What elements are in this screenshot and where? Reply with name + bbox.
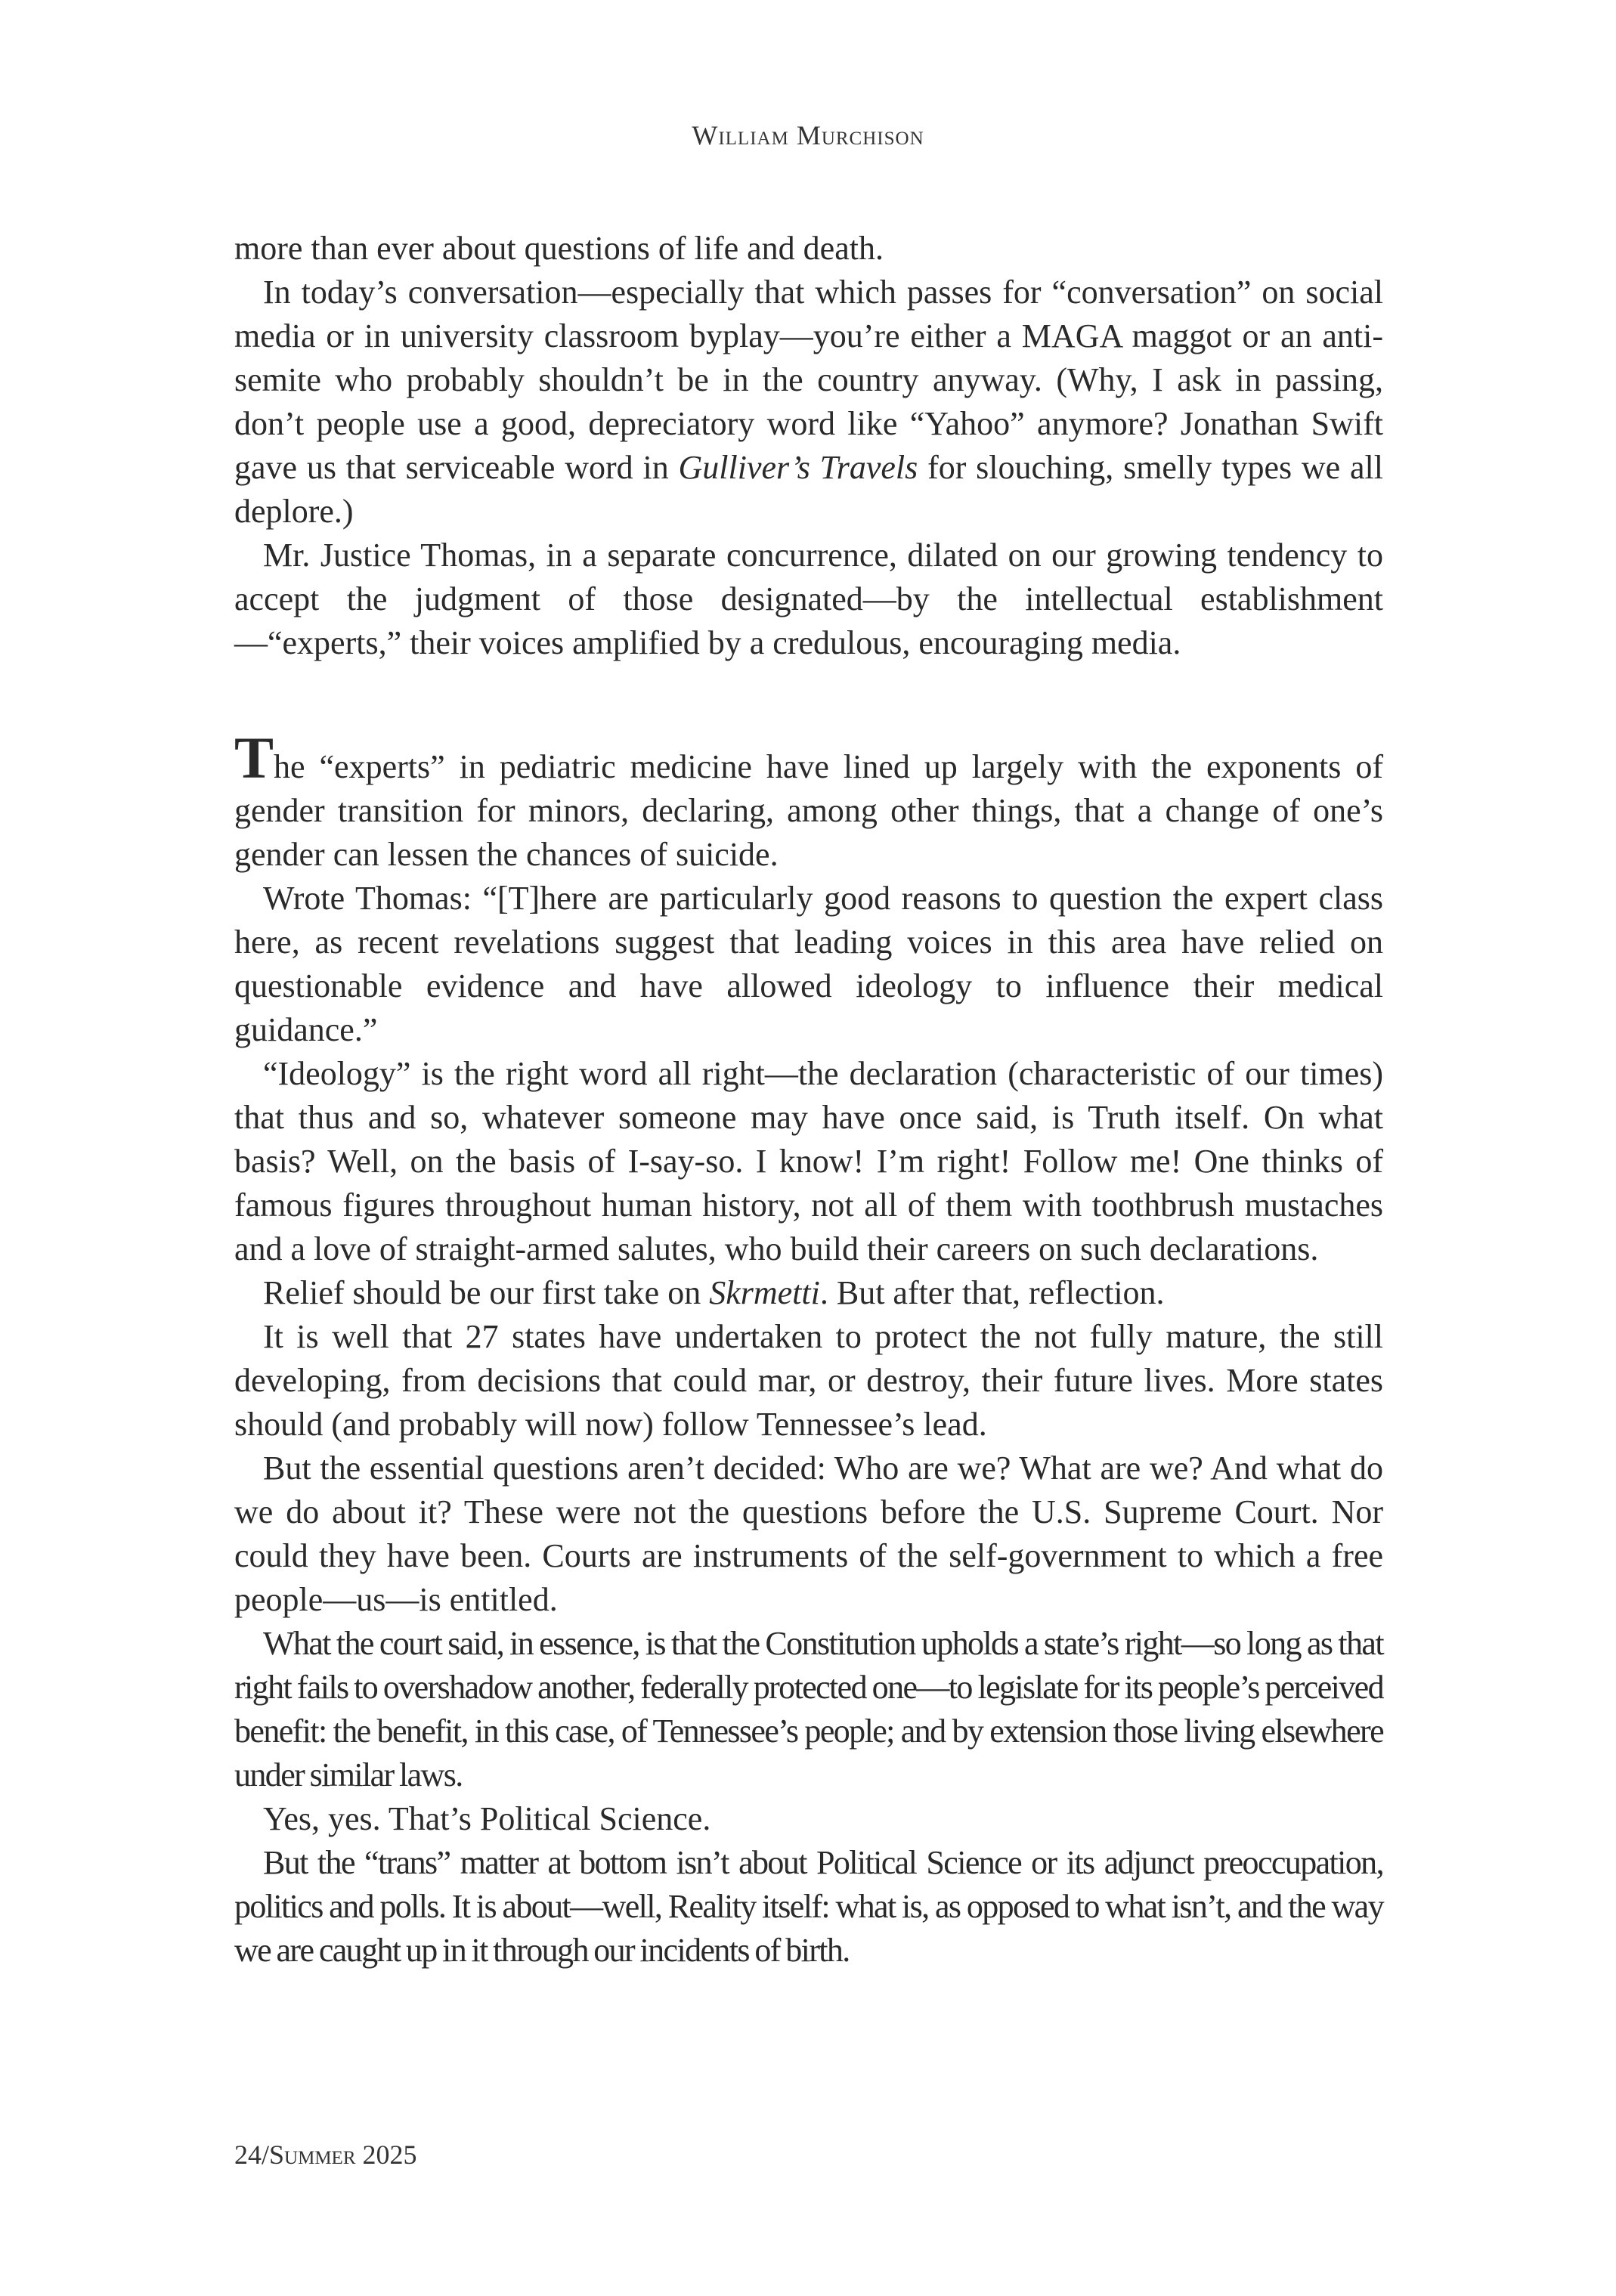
paragraph-continuation: more than ever about questions of life and death. [234,230,884,267]
paragraph-experts [234,725,1383,877]
drop-cap: T [234,725,274,791]
paragraph-essential-questions: But the essential questions aren’t decided: Who are we? What are we? And what do we do about it? These were not the questions before the U.S. Supreme Court. Nor could they have been. Courts are instruments of the self-government to which a free people—us—is entitled. [234,1450,1383,1618]
case-name-skrmetti: Skrmetti [709,1274,820,1311]
paragraph-ideology: “Ideology” is the right word all right—the declaration (characteristic of our times) that thus and so, whatever someone may have once said, is Truth itself. On what basis? Well, on the basis of I-say-so. I know! I’m right! Follow me! One thinks of famous figures throughout human history, not all of them with toothbrush mustaches and a love of straight-armed salutes, who build their careers on such declarations. [234,1055,1383,1267]
paragraph-text: he “experts” in pediatric medicine have lined up largely with the exponents of gender transition for minors, declaring, among other things, that a change of one’s gender can lessen the chances of suicide. [234,748,1383,873]
paragraph-court-said: What the court said, in essence, is that the Constitution upholds a state’s right—so long as that right fails to overshadow another, federally protected one—to legislate for its people’s perceived benefit: the benefit, in this case, of Tennessee’s people; and by extension those living elsewhere under similar laws. [234,1625,1383,1793]
paragraph-political-science: Yes, yes. That’s Political Science. [263,1800,711,1837]
book-title-gullivers-travels: Gulliver’s Travels [678,449,918,486]
issue-label: Summer 2025 [269,2140,417,2170]
page-folio [234,2139,417,2171]
paragraph-justice-thomas: Mr. Justice Thomas, in a separate concurrence, dilated on our growing tendency to accept the judgment of those designated—by the intellectual establishment—“experts,” their voices amplified by a credulous, encouraging media. [234,537,1383,661]
paragraph-wrote-thomas: Wrote Thomas: “[T]here are particularly good reasons to question the expert class here, as recent revelations suggest that leading voices in this area have relied on questionable evidence and have allowed ideology to influence their medical guidance.” [234,880,1383,1048]
text-section-1 [234,227,1383,665]
paragraph-conversation [234,271,1383,534]
running-head-author: William Murchison [692,120,924,150]
page-number: 24/ [234,2140,270,2170]
paragraph-trans-matter: But the “trans” matter at bottom isn’t about Political Science or its adjunct preoccupation, politics and polls. It is about—well, Reality itself: what is, as opposed to what isn’t, and the way we are caught up in it through our incidents of birth. [234,1844,1383,1969]
text-section-2 [234,725,1383,1973]
paragraph-text-tail: . But after that, reflection. [819,1274,1165,1311]
paragraph-text-tail: for slouching, smelly types we all deplore.) [234,449,1383,530]
paragraph-27-states: It is well that 27 states have undertaken to protect the not fully mature, the still developing, from decisions that could mar, or destroy, their future lives. More states should (and probably will now) follow Tennessee’s lead. [234,1318,1383,1443]
paragraph-relief [234,1271,1383,1315]
paragraph-text: In today’s conversation—especially that which passes for “conversation” on social media or in university classroom byplay—you’re either a MAGA maggot or an anti-semite who probably shouldn’t be in the country anyway. (Why, I ask in passing, don’t people use a good, depreciatory word like “Yahoo” anymore? Jonathan Swift gave us that serviceable word in [234,274,1383,486]
paragraph-text: Relief should be our first take on [263,1274,710,1311]
